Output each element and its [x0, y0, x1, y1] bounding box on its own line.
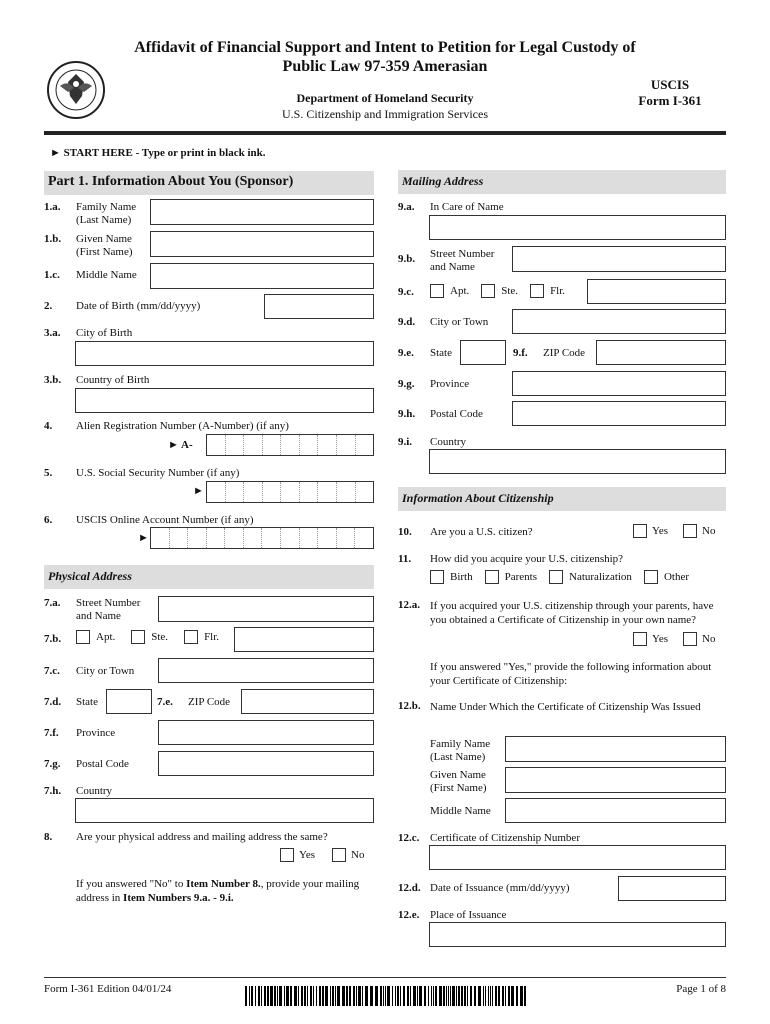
item12a-note: If you answered "Yes," provide the following information about your Certificate of Citizenship: — [430, 661, 712, 687]
item-number: 3.b. — [44, 374, 62, 386]
item-number: 7.h. — [44, 785, 62, 797]
field-label: Country — [430, 436, 467, 448]
field-label: In Care of Name — [430, 201, 504, 213]
ste-checkbox[interactable] — [131, 630, 145, 644]
field-label: Postal Code — [76, 758, 129, 770]
item-number: 6. — [44, 514, 53, 526]
naturalization-checkbox[interactable] — [549, 570, 563, 584]
part1-header: Part 1. Information About You (Sponsor) — [44, 171, 374, 195]
note-ref: Item Number 8. — [186, 878, 261, 890]
item-number: 7.c. — [44, 665, 60, 677]
flr-label: Flr. — [204, 631, 220, 643]
city-of-birth-input[interactable] — [75, 341, 374, 366]
item-number: 4. — [44, 420, 53, 432]
item-number: 9.f. — [513, 347, 528, 359]
certificate-group — [633, 632, 715, 646]
note-text: , provide your mailing address in — [76, 878, 360, 904]
form-edition: Form I-361 Edition 04/01/24 — [44, 983, 172, 995]
item-number: 7.d. — [44, 696, 62, 708]
ste-checkbox[interactable] — [481, 284, 495, 298]
field-label: Country of Birth — [76, 374, 150, 386]
family-name-input[interactable] — [150, 199, 374, 225]
middle-name-input[interactable] — [150, 263, 374, 289]
field-label: Family Name (Last Name) — [76, 201, 137, 226]
mailing-unit-input[interactable] — [587, 279, 726, 304]
item-number: 12.a. — [398, 599, 420, 611]
field-label: Family Name (Last Name) — [430, 738, 491, 763]
citizenship-header: Information About Citizenship — [398, 487, 726, 511]
physical-address-header: Physical Address — [44, 565, 374, 589]
form-agency: USCIS — [650, 77, 690, 92]
agency-block — [230, 90, 540, 122]
no-label: No — [702, 633, 716, 645]
certificate-no-checkbox[interactable] — [683, 632, 697, 646]
field-label: ZIP Code — [543, 347, 586, 359]
item-number: 12.c. — [398, 832, 420, 844]
field-label: Middle Name — [430, 805, 491, 817]
mailing-city-input[interactable] — [512, 309, 726, 334]
item-number: 9.a. — [398, 201, 415, 213]
certificate-family-name-input[interactable] — [505, 736, 726, 762]
issuance-date-input[interactable] — [618, 876, 726, 901]
item-number: 3.a. — [44, 327, 61, 339]
certificate-number-input[interactable] — [429, 845, 726, 870]
barcode — [245, 986, 580, 1006]
field-label: Middle Name — [76, 269, 137, 281]
item-number: 9.b. — [398, 253, 416, 265]
dhs-seal — [46, 60, 106, 120]
item8-note — [76, 877, 374, 905]
mailing-state-select[interactable] — [460, 340, 506, 365]
same-address-yes-checkbox[interactable] — [280, 848, 294, 862]
citizen-yes-checkbox[interactable] — [633, 524, 647, 538]
item-number: 7.b. — [44, 633, 62, 645]
field-label: Certificate of Citizenship Number — [430, 832, 580, 844]
yes-label: Yes — [299, 849, 316, 861]
item-number: 9.g. — [398, 378, 415, 390]
mailing-country-input[interactable] — [429, 449, 726, 474]
item-number: 8. — [44, 831, 53, 843]
yes-label: Yes — [652, 525, 669, 537]
field-label: State — [430, 347, 452, 359]
item-number: 7.g. — [44, 758, 61, 770]
certificate-yes-checkbox[interactable] — [633, 632, 647, 646]
field-label: Province — [76, 727, 116, 739]
acquire-group — [430, 570, 689, 584]
field-label: City or Town — [76, 665, 135, 677]
flr-label: Flr. — [550, 285, 566, 297]
item-number: 12.b. — [398, 700, 421, 712]
certificate-given-name-input[interactable] — [505, 767, 726, 793]
item-number: 1.c. — [44, 269, 60, 281]
field-label: Are you a U.S. citizen? — [430, 526, 533, 538]
item-number: 7.f. — [44, 727, 59, 739]
yes-label: Yes — [652, 633, 669, 645]
apt-label: Apt. — [450, 285, 470, 297]
item-number: 9.d. — [398, 316, 416, 328]
physical-unit-input[interactable] — [234, 627, 374, 652]
footer-rule — [44, 977, 726, 978]
item-number: 2. — [44, 300, 53, 312]
agency-name: U.S. Citizenship and Immigration Services — [282, 107, 488, 121]
page-number: Page 1 of 8 — [676, 983, 726, 995]
physical-province-input[interactable] — [158, 720, 374, 745]
mailing-address-header: Mailing Address — [398, 170, 726, 194]
field-label: Name Under Which the Certificate of Citizenship Was Issued — [430, 701, 701, 713]
form-number: Form I-361 — [638, 93, 702, 108]
note-ref: Item Numbers 9.a. - 9.i. — [123, 892, 234, 904]
field-label: Country — [76, 785, 113, 797]
field-label: U.S. Social Security Number (if any) — [76, 467, 240, 479]
field-label: Date of Issuance (mm/dd/yyyy) — [430, 882, 570, 894]
apt-label: Apt. — [96, 631, 116, 643]
citizen-group — [633, 524, 715, 538]
department-name: Department of Homeland Security — [296, 91, 474, 105]
same-address-group — [280, 848, 364, 862]
birth-label: Birth — [450, 571, 473, 583]
item-number: 9.h. — [398, 408, 416, 420]
header-rule — [44, 131, 726, 135]
ste-label: Ste. — [151, 631, 169, 643]
physical-postal-input[interactable] — [158, 751, 374, 776]
birth-checkbox[interactable] — [430, 570, 444, 584]
physical-street-input[interactable] — [158, 596, 374, 622]
issuance-place-input[interactable] — [429, 922, 726, 947]
date-of-birth-input[interactable] — [264, 294, 374, 319]
no-label: No — [702, 525, 716, 537]
mailing-province-input[interactable] — [512, 371, 726, 396]
item-number: 12.e. — [398, 909, 420, 921]
field-label: City of Birth — [76, 327, 133, 339]
field-label: ZIP Code — [188, 696, 231, 708]
naturalization-label: Naturalization — [569, 571, 632, 583]
mailing-unit-type-group — [430, 284, 565, 298]
field-label: Place of Issuance — [430, 909, 507, 921]
citizen-no-checkbox[interactable] — [683, 524, 697, 538]
form-title: Affidavit of Financial Support and Intent to Petition for Legal Custody of Public Law 97-359 Amerasian — [134, 39, 636, 75]
field-label: Date of Birth (mm/dd/yyyy) — [76, 300, 201, 312]
online-account-input[interactable] — [150, 527, 374, 549]
item-number: 10. — [398, 526, 412, 538]
field-label: Street Number and Name — [430, 248, 495, 273]
unit-type-group — [76, 630, 219, 644]
mailing-zip-input[interactable] — [596, 340, 726, 365]
field-label: Given Name (First Name) — [430, 769, 487, 794]
flr-checkbox[interactable] — [530, 284, 544, 298]
note-text: If you answered "No" to — [76, 878, 187, 890]
item-number: 1.a. — [44, 201, 61, 213]
field-label: How did you acquire your U.S. citizenship? — [430, 553, 624, 565]
field-label: State — [76, 696, 98, 708]
physical-country-input[interactable] — [75, 798, 374, 823]
certificate-middle-name-input[interactable] — [505, 798, 726, 823]
field-label: USCIS Online Account Number (if any) — [76, 514, 254, 526]
parents-checkbox[interactable] — [485, 570, 499, 584]
mailing-street-input[interactable] — [512, 246, 726, 272]
a-number-input[interactable] — [206, 434, 374, 456]
ssn-prefix: ► — [193, 485, 204, 497]
ste-label: Ste. — [501, 285, 519, 297]
apt-checkbox[interactable] — [76, 630, 90, 644]
item-number: 9.c. — [398, 286, 414, 298]
country-of-birth-input[interactable] — [75, 388, 374, 413]
item-number: 1.b. — [44, 233, 62, 245]
field-label: Are your physical address and mailing address the same? — [76, 831, 328, 843]
physical-state-select[interactable] — [106, 689, 152, 714]
given-name-input[interactable] — [150, 231, 374, 257]
same-address-no-checkbox[interactable] — [332, 848, 346, 862]
other-checkbox[interactable] — [644, 570, 658, 584]
account-prefix: ► — [138, 532, 149, 544]
item-number: 7.e. — [157, 696, 173, 708]
field-label: Province — [430, 378, 470, 390]
ssn-input[interactable] — [206, 481, 374, 503]
item-number: 7.a. — [44, 597, 61, 609]
apt-checkbox[interactable] — [430, 284, 444, 298]
parents-label: Parents — [504, 571, 538, 583]
field-label: Alien Registration Number (A-Number) (if any) — [76, 420, 289, 432]
physical-zip-input[interactable] — [241, 689, 374, 714]
form-id — [630, 77, 710, 109]
field-label: City or Town — [430, 316, 489, 328]
in-care-of-input[interactable] — [429, 215, 726, 240]
no-label: No — [351, 849, 365, 861]
a-number-prefix: ► A- — [168, 439, 193, 451]
item-number: 5. — [44, 467, 53, 479]
item-number: 9.i. — [398, 436, 413, 448]
item-number: 11. — [398, 553, 412, 565]
mailing-postal-input[interactable] — [512, 401, 726, 426]
field-label: Street Number and Name — [76, 597, 141, 622]
field-label: If you acquired your U.S. citizenship through your parents, have you obtained a Certificate of Citizenship in your own name? — [430, 600, 714, 626]
item-number: 12.d. — [398, 882, 421, 894]
other-label: Other — [663, 571, 689, 583]
field-label: Postal Code — [430, 408, 483, 420]
flr-checkbox[interactable] — [184, 630, 198, 644]
start-here: ► START HERE - Type or print in black ink. — [50, 147, 266, 159]
physical-city-input[interactable] — [158, 658, 374, 683]
item-number: 9.e. — [398, 347, 414, 359]
field-label: Given Name (First Name) — [76, 233, 133, 258]
